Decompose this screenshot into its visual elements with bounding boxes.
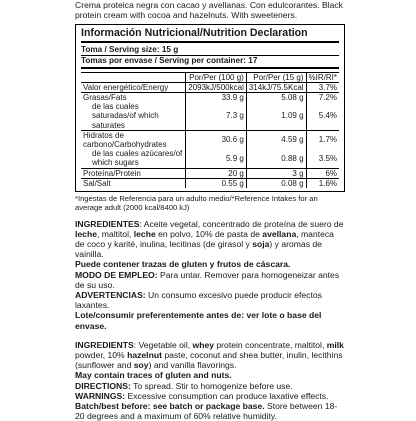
value-ri: 3.7% xyxy=(306,82,339,92)
value-ri: 1.7% xyxy=(306,130,339,149)
nutrition-title: Información Nutricional/Nutrition Declaration xyxy=(81,27,339,43)
usage-es-label: MODO DE EMPLEO: xyxy=(75,269,158,280)
reference-intake-footnote: *Ingestas de Referencia para un adulto medio/*Reference Intakes for an average adult (2000 kcal/8400 kJ) xyxy=(75,194,318,212)
ingredients-es xyxy=(75,219,345,260)
usage-es xyxy=(75,270,345,290)
nutrient-name: Valor energético/Energy xyxy=(81,82,186,92)
value-ri: 3.5% xyxy=(306,149,339,168)
value-per-15g: 0.08 g xyxy=(246,178,306,188)
value-per-100g: 33.9 g xyxy=(186,93,247,103)
nutrition-panel xyxy=(75,24,345,192)
nutrition-row xyxy=(81,149,339,168)
allergen-hazelnut: avellana xyxy=(262,228,297,239)
value-per-100g: 5.9 g xyxy=(186,149,247,168)
warnings-en xyxy=(75,391,345,401)
header-per-100g: Por/Per (100 g) xyxy=(186,72,247,82)
lot-es-label: Lote/consumir preferentemente antes de: xyxy=(75,310,245,321)
batch-en-text: Store between 18-20 degrees and a maximum of 60% relative humidity. xyxy=(75,401,338,421)
directions-en xyxy=(75,381,345,391)
text-fragment: powder, 10% xyxy=(75,350,128,361)
nutrition-table xyxy=(81,72,339,188)
lot-es xyxy=(75,310,345,330)
warnings-es-text: Un consumo excesivo puede producir efectos laxantes. xyxy=(75,290,322,311)
value-per-100g: 2093kJ/500kcal xyxy=(186,82,247,92)
value-ri: 1.6% xyxy=(306,178,339,188)
header-nutrient xyxy=(81,72,186,82)
value-per-100g: 20 g xyxy=(186,168,247,178)
batch-en-label: Batch/best before: see batch or package base. xyxy=(75,401,265,412)
nutrition-row xyxy=(81,82,339,92)
value-per-15g: 314kJ/75.5Kcal xyxy=(246,82,306,92)
nutrient-name: Sal/Salt xyxy=(83,178,111,188)
text-fragment: en polvo, 10% de pasta de xyxy=(155,228,263,239)
directions-en-text: To spread. Stir to homogenize before use. xyxy=(130,380,293,391)
traces-es: Puede contener trazas de gluten y frutos de cáscara. xyxy=(75,259,291,270)
nutrition-row xyxy=(81,168,339,178)
nutrient-name: Grasas/Fats xyxy=(83,93,127,102)
warnings-es-label: ADVERTENCIAS: xyxy=(75,290,146,301)
ingredients-es-label: INGREDIENTES xyxy=(75,218,140,229)
servings-per-container: Tomas por envase / Serving per container: 17 xyxy=(81,56,339,69)
traces-en: May contain traces of gluten and nuts. xyxy=(75,370,232,381)
nutrition-row xyxy=(81,93,339,103)
allergen-soy: soy xyxy=(133,360,149,371)
value-per-15g: 3 g xyxy=(246,168,306,178)
text-fragment: , manteca de coco y karité, inulina, lecitinas (de girasol y xyxy=(75,228,334,250)
serving-size: Toma / Serving size: 15 g xyxy=(81,45,339,56)
allergen-milk: leche xyxy=(75,228,97,239)
text-fragment: ) y aromas de vainilla. xyxy=(75,239,322,260)
allergen-milk: milk xyxy=(326,339,344,350)
nutrition-row xyxy=(81,102,339,130)
text-fragment: ) and vanilla flavorings. xyxy=(148,360,237,371)
text-fragment: : Vegetable oil, xyxy=(133,339,193,350)
ingredients-en-label: INGREDIENTS xyxy=(75,339,134,350)
allergen-soy: soja xyxy=(252,239,270,250)
product-description: Crema proteica negra con cacao y avellanas. Con edulcorantes. Black protein cream with cocoa and hazelnuts. With sweeteners. xyxy=(75,0,343,21)
warnings-en-text: Excessive consumption can produce laxative effects. xyxy=(125,390,329,401)
allergen-whey: whey xyxy=(192,339,215,350)
nutrition-row xyxy=(81,178,339,188)
nutrition-row xyxy=(81,130,339,149)
directions-en-label: DIRECTIONS: xyxy=(75,380,131,391)
ingredients-en xyxy=(75,340,345,371)
text-fragment: : Aceite vegetal, concentrado de proteína de suero de xyxy=(139,218,344,229)
nutrient-name: Hidratos de carbono/Carbohydrates xyxy=(83,130,167,150)
value-ri: 5.4% xyxy=(306,102,339,130)
text-fragment: protein concentrate, maltitol, xyxy=(214,339,327,350)
value-per-15g: 1.09 g xyxy=(246,102,306,130)
text-fragment: paste, coconut and shea butter, inulin, lecithins (sunflower and xyxy=(75,350,343,371)
header-per-15g: Por/Per (15 g) xyxy=(246,72,306,82)
value-per-15g: 5.08 g xyxy=(246,93,306,103)
nutrient-name: Proteína/Protein xyxy=(81,168,186,178)
value-per-15g: 4.59 g xyxy=(246,130,306,149)
allergen-milk: leche xyxy=(133,228,156,239)
label-document xyxy=(75,0,345,421)
value-ri: 7.2% xyxy=(306,93,339,103)
nutrient-name: de las cuales azúcares/of which sugars xyxy=(81,149,186,168)
nutrition-header-row xyxy=(81,72,339,82)
value-per-100g: 7.3 g xyxy=(186,102,247,130)
value-per-100g: 30.6 g xyxy=(186,130,247,149)
value-ri: 6% xyxy=(306,168,339,178)
value-per-100g: 0.55 g xyxy=(186,178,247,188)
text-fragment: , maltitol, xyxy=(96,228,134,239)
batch-en xyxy=(75,401,345,421)
allergen-hazelnut: hazelnut xyxy=(127,350,162,361)
section-spacer xyxy=(75,331,345,340)
warnings-es xyxy=(75,290,345,310)
nutrient-name: de las cuales saturadas/of which saturates xyxy=(81,102,186,130)
usage-es-text: Para untar. Remover para homogeneizar antes de su uso. xyxy=(75,269,340,290)
header-ri: %IR/RI* xyxy=(306,72,339,82)
lot-es-text: ver lote o base del envase. xyxy=(75,310,322,331)
value-per-15g: 0.88 g xyxy=(246,149,306,168)
warnings-en-label: WARNINGS: xyxy=(75,390,126,401)
